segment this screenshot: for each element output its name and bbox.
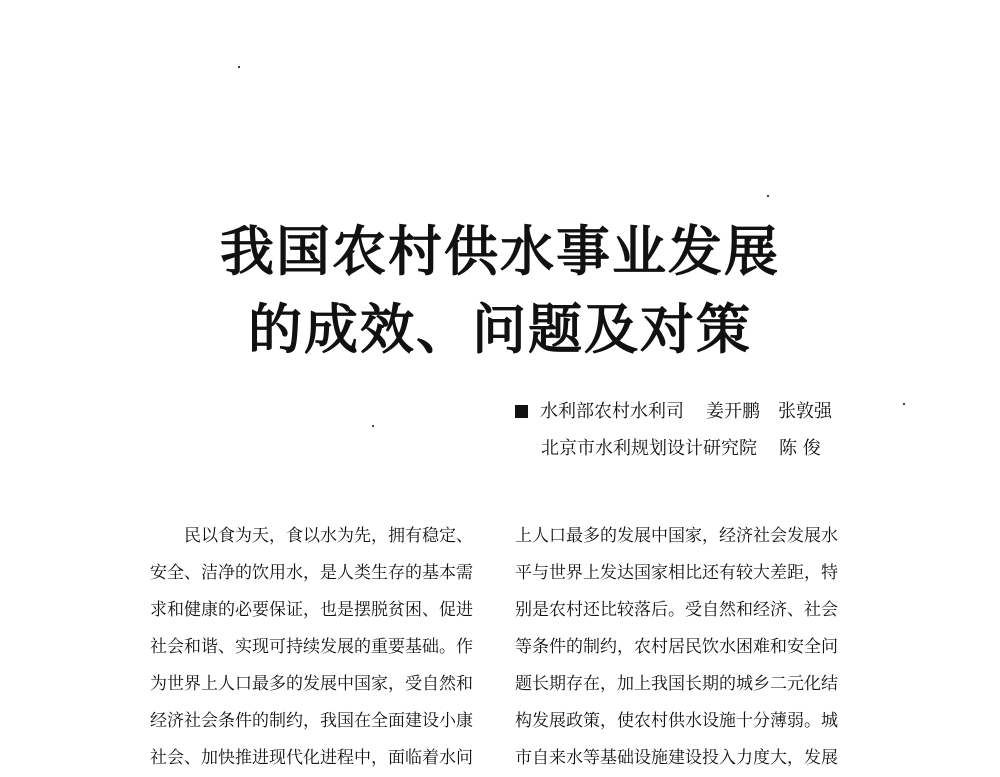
body-column-left — [150, 518, 495, 777]
author-affiliation: 北京市水利规划设计研究院 — [541, 438, 757, 459]
author-name: 张敦强 — [778, 401, 832, 422]
author-affiliation: 水利部农村水利司 — [540, 401, 684, 422]
text-line: 构发展政策，使农村供水设施十分薄弱。城 — [515, 711, 838, 731]
text-line: 安全、洁净的饮用水，是人类生存的基本需 — [150, 563, 473, 583]
square-bullet-icon — [515, 405, 528, 418]
text-line: 等条件的制约，农村居民饮水困难和安全问 — [515, 637, 838, 657]
text-line: 平与世界上发达国家相比还有较大差距，特 — [515, 563, 838, 583]
text-line: 为世界上人口最多的发展中国家，受自然和 — [150, 674, 473, 694]
text-line: 社会、加快推进现代化进程中，面临着水问 — [150, 748, 473, 768]
scan-speck — [372, 425, 374, 427]
author-line-1 — [515, 400, 832, 424]
text-line: 别是农村还比较落后。受自然和经济、社会 — [515, 600, 838, 620]
text-line: 题长期存在，加上我国长期的城乡二元化结 — [515, 674, 838, 694]
title-line-1: 我国农村供水事业发展 — [220, 220, 780, 283]
text-line: 市自来水等基础设施建设投入力度大，发展 — [515, 748, 838, 768]
body-column-right — [515, 518, 860, 777]
text-line: 民以食为天，食以水为先，拥有稳定、 — [184, 526, 473, 546]
scan-speck — [767, 195, 769, 197]
title-line-2: 的成效、问题及对策 — [248, 298, 752, 361]
author-line-2 — [541, 437, 821, 461]
author-name: 陈 俊 — [779, 438, 821, 459]
text-line: 社会和谐、实现可持续发展的重要基础。作 — [150, 637, 473, 657]
author-name: 姜开鹏 — [706, 401, 760, 422]
text-line: 求和健康的必要保证，也是摆脱贫困、促进 — [150, 600, 473, 620]
text-line: 上人口最多的发展中国家，经济社会发展水 — [515, 526, 838, 546]
scan-speck — [903, 403, 905, 405]
scan-speck — [238, 66, 240, 68]
text-line: 经济社会条件的制约，我国在全面建设小康 — [150, 711, 473, 731]
